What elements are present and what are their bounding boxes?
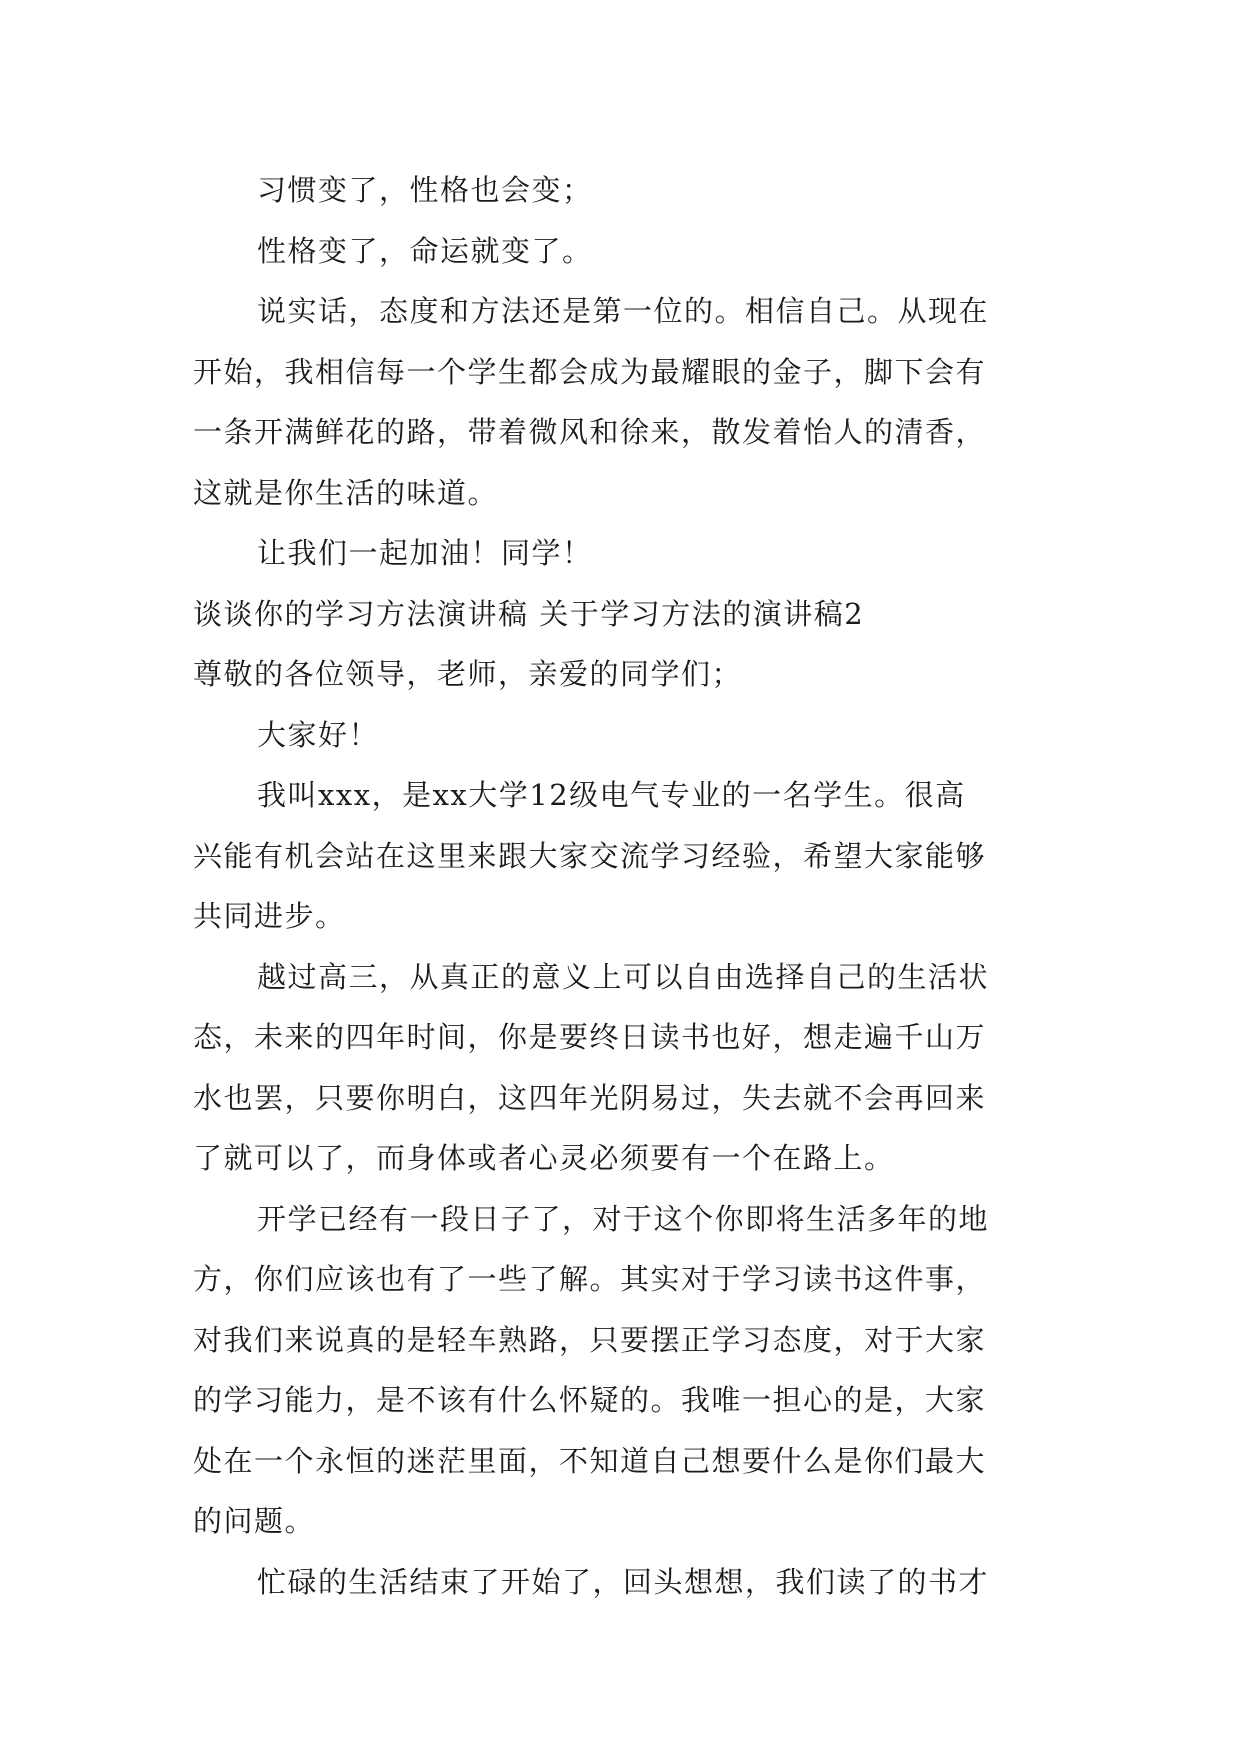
text-line: 了就可以了，而身体或者心灵必须要有一个在路上。 <box>193 1141 895 1175</box>
text-line: 水也罢，只要你明白，这四年光阴易过，失去就不会再回来 <box>193 1080 987 1115</box>
text-line: 说实话，态度和方法还是第一位的。相信自己。从现在 <box>257 294 990 328</box>
text-line: 忙碌的生活结束了开始了，回头想想，我们读了的书才 <box>257 1564 990 1599</box>
text-line: 的问题。 <box>193 1504 316 1538</box>
text-line: 态，未来的四年时间，你是要终日读书也好，想走遍千山万 <box>193 1020 987 1054</box>
text-line: 的学习能力，是不该有什么怀疑的。我唯一担心的是，大家 <box>193 1383 987 1417</box>
text-line: 兴能有机会站在这里来跟大家交流学习经验，希望大家能够 <box>193 838 987 873</box>
text-line: 大家好！ <box>257 717 380 752</box>
text-line: 习惯变了，性格也会变； <box>257 173 593 207</box>
text-line: 方，你们应该也有了一些了解。其实对于学习读书这件事， <box>193 1262 987 1296</box>
document-body <box>193 160 1053 1612</box>
text-line: 性格变了，命运就变了。 <box>257 233 593 268</box>
text-line: 谈谈你的学习方法演讲稿 关于学习方法的演讲稿2 <box>193 596 865 631</box>
text-line: 尊敬的各位领导，老师，亲爱的同学们； <box>193 657 743 691</box>
text-line: 处在一个永恒的迷茫里面，不知道自己想要什么是你们最大 <box>193 1443 987 1478</box>
text-line: 这就是你生活的味道。 <box>193 475 499 510</box>
text-line: 共同进步。 <box>193 899 346 933</box>
text-line: 开始，我相信每一个学生都会成为最耀眼的金子，脚下会有 <box>193 354 987 389</box>
text-line: 我叫xxx，是xx大学12级电气专业的一名学生。很高 <box>257 778 966 812</box>
text-line: 让我们一起加油！同学！ <box>257 536 593 570</box>
text-line: 一条开满鲜花的路，带着微风和徐来，散发着怡人的清香， <box>193 415 987 449</box>
text-line: 对我们来说真的是轻车熟路，只要摆正学习态度，对于大家 <box>193 1322 987 1357</box>
text-line: 开学已经有一段日子了，对于这个你即将生活多年的地 <box>257 1201 990 1236</box>
text-line: 越过高三，从真正的意义上可以自由选择自己的生活状 <box>257 959 990 994</box>
